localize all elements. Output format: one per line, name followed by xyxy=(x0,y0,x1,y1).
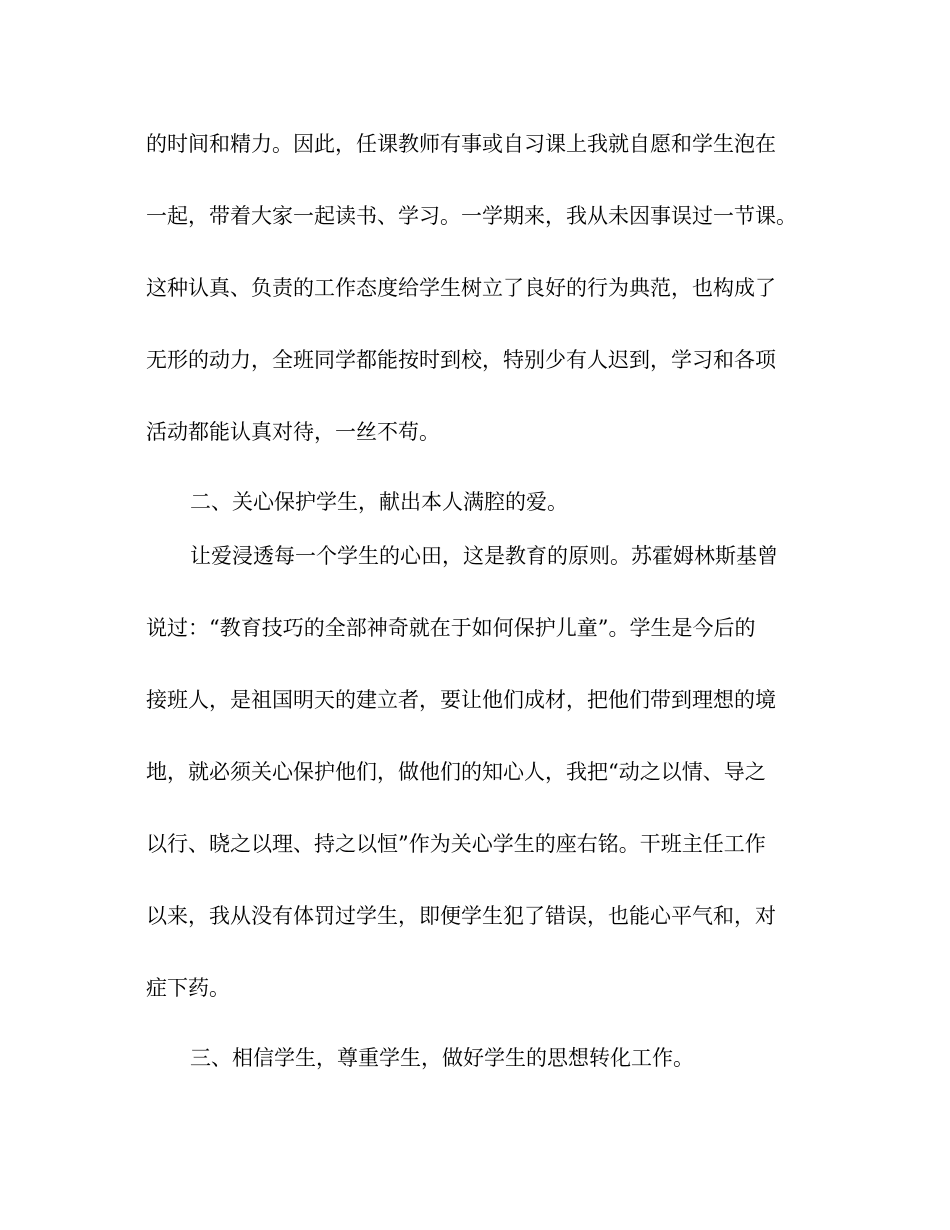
section-heading: 三、相信学生，尊重学生，做好学生的思想转化工作。 xyxy=(190,1046,694,1070)
paragraph-line: 一起，带着大家一起读书、学习。一学期来，我从未因事误过一节课。 xyxy=(146,204,797,228)
paragraph-line: 以行、晓之以理、持之以恒”作为关心学生的座右铭。干班主任工作 xyxy=(146,832,766,856)
paragraph-line: 的时间和精力。因此，任课教师有事或自习课上我就自愿和学生泡在 xyxy=(146,132,776,156)
paragraph-line: 症下药。 xyxy=(146,976,230,1000)
section-heading: 二、关心保护学生，献出本人满腔的爱。 xyxy=(190,490,568,514)
paragraph-line: 地，就必须关心保护他们，做他们的知心人，我把“动之以情、导之 xyxy=(146,760,766,784)
paragraph-line: 接班人，是祖国明天的建立者，要让他们成材，把他们带到理想的境 xyxy=(146,688,776,712)
paragraph-line: 说过：“教育技巧的全部神奇就在于如何保护儿童”。学生是今后的 xyxy=(146,616,756,640)
paragraph-line: 以来，我从没有体罚过学生，即便学生犯了错误，也能心平气和，对 xyxy=(146,904,776,928)
paragraph-line: 让爱浸透每一个学生的心田，这是教育的原则。苏霍姆林斯基曾 xyxy=(190,544,778,568)
paragraph-line: 无形的动力，全班同学都能按时到校，特别少有人迟到，学习和各项 xyxy=(146,348,776,372)
paragraph-line: 这种认真、负责的工作态度给学生树立了良好的行为典范，也构成了 xyxy=(146,276,776,300)
paragraph-line: 活动都能认真对待，一丝不苟。 xyxy=(146,420,440,444)
